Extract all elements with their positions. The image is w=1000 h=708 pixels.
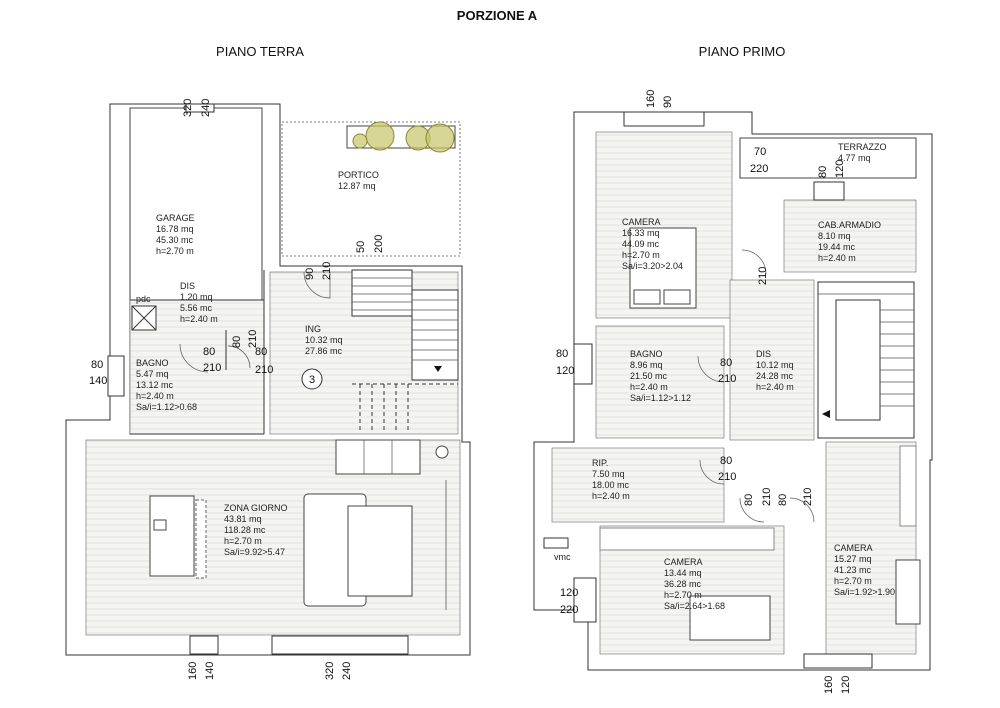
plan-text: 210: [321, 261, 333, 280]
plan-text: 210: [761, 487, 773, 506]
plan-text: h=2.40 m: [180, 314, 218, 324]
plan-text: 80: [817, 165, 829, 178]
plan-text: 8.96 mq: [630, 360, 663, 370]
plan-text: 15.27 mq: [834, 554, 872, 564]
room-garage-label: [156, 213, 195, 256]
vmc-box: [544, 538, 568, 548]
plan-text: h=2.40 m: [756, 382, 794, 392]
floor-title-first: PIANO PRIMO: [698, 44, 786, 59]
plan-text: GARAGE: [156, 213, 195, 223]
plan-text: 140: [204, 661, 216, 680]
plan-text: 5.56 mc: [180, 303, 213, 313]
plan-text: 4.77 mq: [838, 153, 871, 163]
plan-text: 27.86 mc: [305, 346, 343, 356]
plan-text: 220: [750, 163, 769, 175]
plan-text: 120: [556, 365, 575, 377]
pdc-label: pdc: [136, 294, 151, 304]
plan-text: 80: [255, 346, 268, 358]
plan-text: 80: [556, 348, 569, 360]
vmc-label: vmc: [554, 552, 571, 562]
plan-text: 13.12 mc: [136, 380, 174, 390]
plan-text: 50: [355, 240, 367, 253]
plan-text: 210: [718, 471, 737, 483]
plan-text: 120: [840, 675, 852, 694]
plan-text: h=2.40 m: [818, 253, 856, 263]
plan-text: 160: [645, 89, 657, 108]
plan-text: 13.44 mq: [664, 568, 702, 578]
plan-text: 140: [89, 375, 108, 387]
plan-text: 90: [662, 95, 674, 108]
plan-text: TERRAZZO: [838, 142, 887, 152]
floor-title-ground: PIANO TERRA: [216, 44, 304, 59]
plan-text: h=2.40 m: [136, 391, 174, 401]
plan-text: 21.50 mc: [630, 371, 668, 381]
bed: [896, 560, 920, 624]
plan-text: 240: [200, 98, 212, 117]
plan-text: 36.28 mc: [664, 579, 702, 589]
plan-text: 210: [802, 487, 814, 506]
plan-text: 8.10 mq: [818, 231, 851, 241]
plan-text: 10.32 mq: [305, 335, 343, 345]
plan-text: Sa/i=3.20>2.04: [622, 261, 684, 271]
plan-text: 118.28 mc: [224, 525, 266, 535]
plan-text: Sa/i=1.12>0.68: [136, 402, 198, 412]
plan-text: h=2.70 m: [834, 576, 872, 586]
plan-text: 80: [743, 493, 755, 506]
plan-text: 120: [834, 159, 846, 178]
stair: [818, 282, 914, 438]
plan-text: 12.87 mq: [338, 181, 376, 191]
plan-text: 80: [777, 493, 789, 506]
plan-text: 10.12 mq: [756, 360, 794, 370]
ground-floor-plan: [66, 99, 470, 680]
plan-text: 7.50 mq: [592, 469, 625, 479]
plan-text: 320: [182, 98, 194, 117]
plan-text: 210: [718, 373, 737, 385]
plan-text: Sa/i=9.92>5.47: [224, 547, 286, 557]
plan-text: 80: [720, 357, 733, 369]
plan-text: Sa/i=1.12>1.12: [630, 393, 692, 403]
plan-text: CAB.ARMADIO: [818, 220, 882, 230]
plan-text: 210: [247, 329, 259, 348]
plan-text: 18.00 mc: [592, 480, 630, 490]
plan-text: 210: [203, 362, 222, 374]
plan-text: 45.30 mc: [156, 235, 194, 245]
plan-text: 19.44 mc: [818, 242, 856, 252]
plan-text: 120: [560, 587, 579, 599]
plan-text: CAMERA: [834, 543, 873, 553]
plant-icon: [353, 134, 367, 148]
plan-text: 70: [754, 146, 767, 158]
rip-room: [552, 448, 724, 522]
plan-text: h=2.70 m: [156, 246, 194, 256]
plan-text: BAGNO: [630, 349, 663, 359]
plan-text: 200: [373, 234, 385, 253]
plan-text: Sa/i=2.64>1.68: [664, 601, 726, 611]
plan-text: BAGNO: [136, 358, 169, 368]
plan-text: 160: [187, 661, 199, 680]
plan-text: 90: [304, 267, 316, 280]
plan-text: RIP.: [592, 458, 609, 468]
plan-text: 80: [91, 359, 104, 371]
plan-text: h=2.70 m: [622, 250, 660, 260]
plan-text: 1.20 mq: [180, 292, 213, 302]
plan-text: 320: [324, 661, 336, 680]
plan-text: DIS: [756, 349, 772, 359]
plan-text: 80: [720, 455, 733, 467]
plan-text: 160: [823, 675, 835, 694]
coffee-table: [348, 506, 412, 596]
plan-text: 80: [231, 335, 243, 348]
plan-text: 41.23 mc: [834, 565, 872, 575]
plan-text: PORTICO: [338, 170, 379, 180]
plan-text: h=2.40 m: [630, 382, 668, 392]
plan-text: 80: [203, 346, 216, 358]
sheet-title: PORZIONE A: [456, 8, 538, 23]
plan-text: 210: [757, 266, 769, 285]
plan-text: 240: [341, 661, 353, 680]
plan-text: 43.81 mq: [224, 514, 262, 524]
plan-text: CAMERA: [622, 217, 661, 227]
plan-text: 220: [560, 604, 579, 616]
plan-text: h=2.40 m: [592, 491, 630, 501]
plant-icon: [366, 122, 394, 150]
kitchen-island: [150, 496, 194, 576]
plan-text: 24.28 mc: [756, 371, 794, 381]
plan-text: Sa/i=1.92>1.90: [834, 587, 896, 597]
plan-text: 16.78 mq: [156, 224, 194, 234]
plan-text: 210: [255, 364, 274, 376]
plan-text: CAMERA: [664, 557, 703, 567]
plan-text: ING: [305, 324, 322, 334]
sofa: [336, 440, 420, 474]
room-portico-label: [338, 170, 379, 191]
stair-number: 3: [308, 374, 316, 386]
plant-icon: [426, 124, 454, 152]
plan-text: DIS: [180, 281, 196, 291]
plan-text: 16.33 mq: [622, 228, 660, 238]
wardrobe: [600, 528, 774, 550]
plan-text: ZONA GIORNO: [224, 503, 288, 513]
wardrobe: [900, 446, 916, 526]
plan-text: h=2.70 m: [664, 590, 702, 600]
plan-text: 44.09 mc: [622, 239, 660, 249]
plan-text: h=2.70 m: [224, 536, 262, 546]
plan-text: 5.47 mq: [136, 369, 169, 379]
first-floor-plan: [534, 90, 932, 694]
